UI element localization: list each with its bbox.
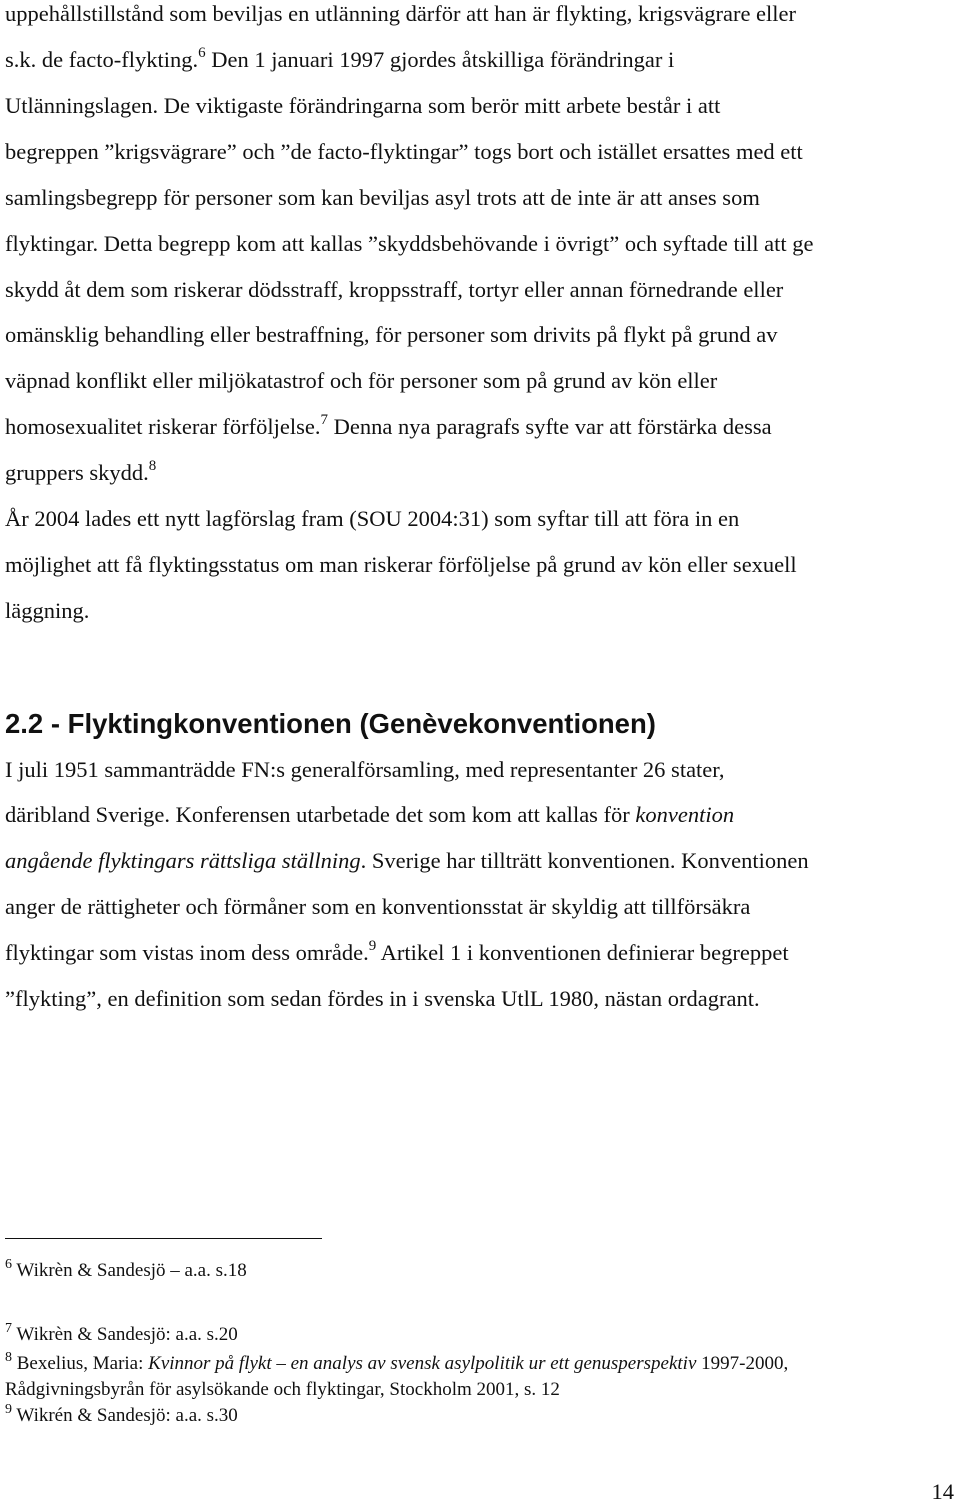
section-heading: 2.2 - Flyktingkonventionen (Genèvekonventionen) <box>5 708 656 739</box>
italic-title: Kvinnor på flykt – en analys av svensk asylpolitik ur ett genusperspektiv <box>148 1353 697 1374</box>
text-line: skydd åt dem som riskerar dödsstraff, kroppsstraff, tortyr eller annan förnedrande eller <box>5 277 784 302</box>
text-line: gruppers skydd.$^8$ <box>5 458 157 485</box>
footnote-8-continued: Rådgivningsbyrån för asylsökande och flyktingar, Stockholm 2001, s. 12 <box>5 1379 560 1400</box>
text-line: homosexualitet riskerar förföljelse.$^7$ Denna nya paragrafs syfte var att förstärka dessa <box>5 412 772 439</box>
text-line: flyktingar. Detta begrepp kom att kallas ”skyddsbehövande i övrigt” och syftade till att ge <box>5 231 814 256</box>
text-line: Utlänningslagen. De viktigaste förändringarna som berör mitt arbete består i att <box>5 93 721 118</box>
italic-title: konvention <box>635 802 735 827</box>
text-line: däribland Sverige. Konferensen utarbetade det som kom att kallas för konvention <box>5 802 735 827</box>
footnote-6: $^6$ Wikrèn & Sandesjö – a.a. s.18 <box>5 1257 247 1281</box>
text-line: s.k. de facto-flykting.$^6$ Den 1 januari 1997 gjordes åtskilliga förändringar i <box>5 45 675 72</box>
text-line: omänsklig behandling eller bestraffning, för personer som drivits på flykt på grund av <box>5 322 778 347</box>
italic-title: angående flyktingars rättsliga ställning <box>5 848 361 873</box>
footnote-ref: 7 <box>320 412 329 428</box>
text-line: I juli 1951 sammanträdde FN:s generalförsamling, med representanter 26 stater, <box>5 757 725 782</box>
text-line: År 2004 lades ett nytt lagförslag fram (SOU 2004:31) som syftar till att föra in en <box>5 506 740 531</box>
footnote-ref: 8 <box>148 458 157 474</box>
text-line: möjlighet att få flyktingsstatus om man riskerar förföljelse på grund av kön eller sexuell <box>5 552 797 577</box>
page-number: 14 <box>931 1479 954 1504</box>
footnote-separator <box>5 1238 322 1239</box>
footnote-ref: 6 <box>198 45 206 61</box>
text-line: ”flykting”, en definition som sedan fördes in i svenska UtlL 1980, nästan ordagrant. <box>5 986 760 1011</box>
text-line: samlingsbegrepp för personer som kan beviljas asyl trots att de inte är att anses som <box>5 185 760 210</box>
footnote-8: $^8$ Bexelius, Maria: Kvinnor på flykt – en analys av svensk asylpolitik ur ett genusperspektiv 1997-2000, <box>5 1350 789 1374</box>
text-line: väpnad konflikt eller miljökatastrof och för personer som på grund av kön eller <box>5 368 718 393</box>
text-line: flyktingar som vistas inom dess område.$^9$ Artikel 1 i konventionen definierar begreppet <box>5 938 789 965</box>
text-line: anger de rättigheter och förmåner som en konventionsstat är skyldig att tillförsäkra <box>5 894 751 919</box>
text-line: uppehållstillstånd som beviljas en utlänning därför att han är flykting, krigsvägrare eller <box>5 1 797 26</box>
footnote-7: $^7$ Wikrèn & Sandesjö: a.a. s.20 <box>5 1321 238 1345</box>
footnote-ref: 9 <box>368 938 377 954</box>
text-line: läggning. <box>5 598 90 623</box>
text-line: angående flyktingars rättsliga ställning. Sverige har tillträtt konventionen. Konventionen <box>5 848 809 873</box>
footnote-9: $^9$ Wikrén & Sandesjö: a.a. s.30 <box>5 1402 238 1426</box>
text-line: begreppen ”krigsvägrare” och ”de facto-flyktingar” togs bort och istället ersattes med ett <box>5 139 803 164</box>
